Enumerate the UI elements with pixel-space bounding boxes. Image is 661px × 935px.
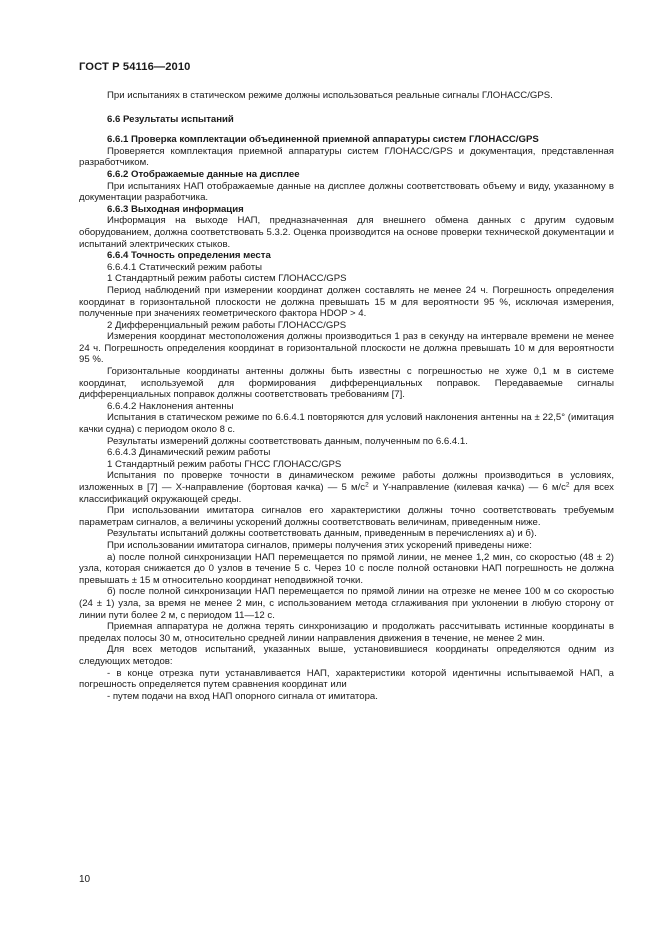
paragraph-simulator-examples: При использовании имитатора сигналов, примеры получения этих ускорений приведены ниже: [107,539,532,551]
subheading-standard-mode: 1 Стандартный режим работы систем ГЛОНАСС/GPS [107,273,347,285]
paragraph-tilt-results: Результаты измерений должны соответствовать данным, полученным по 6.6.4.1. [107,435,468,447]
subheading-gnss-standard-mode: 1 Стандартный режим работы ГНСС ГЛОНАСС/GPS [107,458,342,470]
heading-6-6-1: 6.6.1 Проверка комплектации объединенной приемной аппаратуры систем ГЛОНАСС/GPS [107,134,539,146]
dynamic-text-part-3: для всех классификаций окружающей среды. [79,482,614,505]
paragraph-measurements: Измерения координат местоположения должны производиться 1 раз в секунду на интервале времени не менее 24 ч. Погрешность определения координат в горизонтальной плоскости не должна превышать 10 м для вероятности 95 %. [79,331,614,366]
heading-6-6-4: 6.6.4 Точность определения места [107,250,271,262]
subheading-6-6-4-1: 6.6.4.1 Статический режим работы [107,261,262,273]
paragraph-all-methods: Для всех методов испытаний, указанных выше, установившиеся координаты определяются одним из следующих методов: [79,644,614,667]
superscript-2: 2 [565,481,570,489]
list-item-dash-2: - путем подачи на вход НАП опорного сигнала от имитатора. [107,690,378,702]
heading-6-6-2: 6.6.2 Отображаемые данные на дисплее [107,168,300,180]
list-item-a: а) после полной синхронизации НАП перемещается по прямой линии, не менее 1,2 мин, со скоростью (48 ± 2) узла, которая снижается до 0 узлов в течение 5 с. Через 10 с после полной остановки НАП погрешность не должна превышать ± 15 м относительно координат неподвижной точки. [79,551,614,586]
heading-6-6: 6.6 Результаты испытаний [107,113,234,125]
paragraph-receiver-sync: Приемная аппаратура не должна терять синхронизацию и продолжать рассчитывать истинные координаты в пределах полосы 30 м, относительно средней линии направления движения в течение, не менее 2 мин. [79,621,614,644]
list-item-dash-1: - в конце отрезка пути устанавливается НАП, характеристики которой идентичны испытываемой НАП, а погрешность определяется путем сравнения координат или [79,667,614,691]
paragraph-6-6-3: Информация на выходе НАП, предназначенная для внешнего обмена данных с другим судовым оборудованием, должна соответствовать 5.3.2. Оценка производится на основе проверки технической документации и испытаний электрических стыков. [79,215,614,250]
document-header: ГОСТ Р 54116—2010 [79,61,191,73]
paragraph-dynamic-tests [79,470,614,505]
dynamic-text-part-2: и Y-направление (килевая качка) — 6 м/с [368,482,566,493]
paragraph-static-signals: При испытаниях в статическом режиме должны использоваться реальные сигналы ГЛОНАСС/GPS. [107,90,553,101]
paragraph-horizontal-coords: Горизонтальные координаты антенны должны быть известны с погрешностью не хуже 0,1 м в системе координат, используемой для формирования дифференциальных поправок. Передаваемые сигналы дифференциальных поправок должны соответствовать требованиям [7]. [79,366,614,401]
paragraph-results: Результаты испытаний должны соответствовать данным, приведенным в перечислениях а) и б). [107,528,537,540]
dynamic-text-part-1: Испытания по проверке точности в динамическом режиме работы должны производиться в условиях, изложенных в [7] — X-направление (бортовая качка) — 5 м/с [79,470,614,493]
page-number: 10 [79,874,91,885]
subheading-differential-mode: 2 Дифференциальный режим работы ГЛОНАСС/GPS [107,319,347,331]
subheading-6-6-4-3: 6.6.4.3 Динамический режим работы [107,447,271,459]
paragraph-observation-period: Период наблюдений при измерении координат должен составлять не менее 24 ч. Погрешность определения координат в горизонтальной плоскости не должна превышать 15 м для вероятности 95 %, исключая измерения, полученные при значениях геометрического фактора HDOP > 4. [79,284,614,320]
paragraph-simulator: При использовании имитатора сигналов его характеристики должны точно соответствовать требуемым параметрам сигналов, а величины ускорений должны соответствовать величинам, приведенным ниже. [79,505,614,528]
subheading-6-6-4-2: 6.6.4.2 Наклонения антенны [107,400,234,412]
superscript-2: 2 [365,481,369,489]
paragraph-tilt-tests: Испытания в статическом режиме по 6.6.4.1 повторяются для условий наклонения антенны на ± 22,5° (имитация качки судна) с периодом около 8 с. [79,412,614,436]
document-body [79,87,614,702]
paragraph-6-6-1: Проверяется комплектация приемной аппаратуры систем ГЛОНАСС/GPS и документация, представленная разработчиком. [79,145,614,169]
paragraph-6-6-2: При испытаниях НАП отображаемые данные на дисплее должны соответствовать объему и виду, указанному в документации разработчика. [79,180,614,204]
list-item-b: б) после полной синхронизации НАП перемещается по прямой линии на отрезке не менее 100 м со скоростью (24 ± 1) узла, за время не менее 2 мин, с использованием метода сглаживания при уклонении в любую сторону от линии пути более 2 м, с периодом 11—12 с. [79,586,614,621]
heading-6-6-3: 6.6.3 Выходная информация [107,203,244,215]
